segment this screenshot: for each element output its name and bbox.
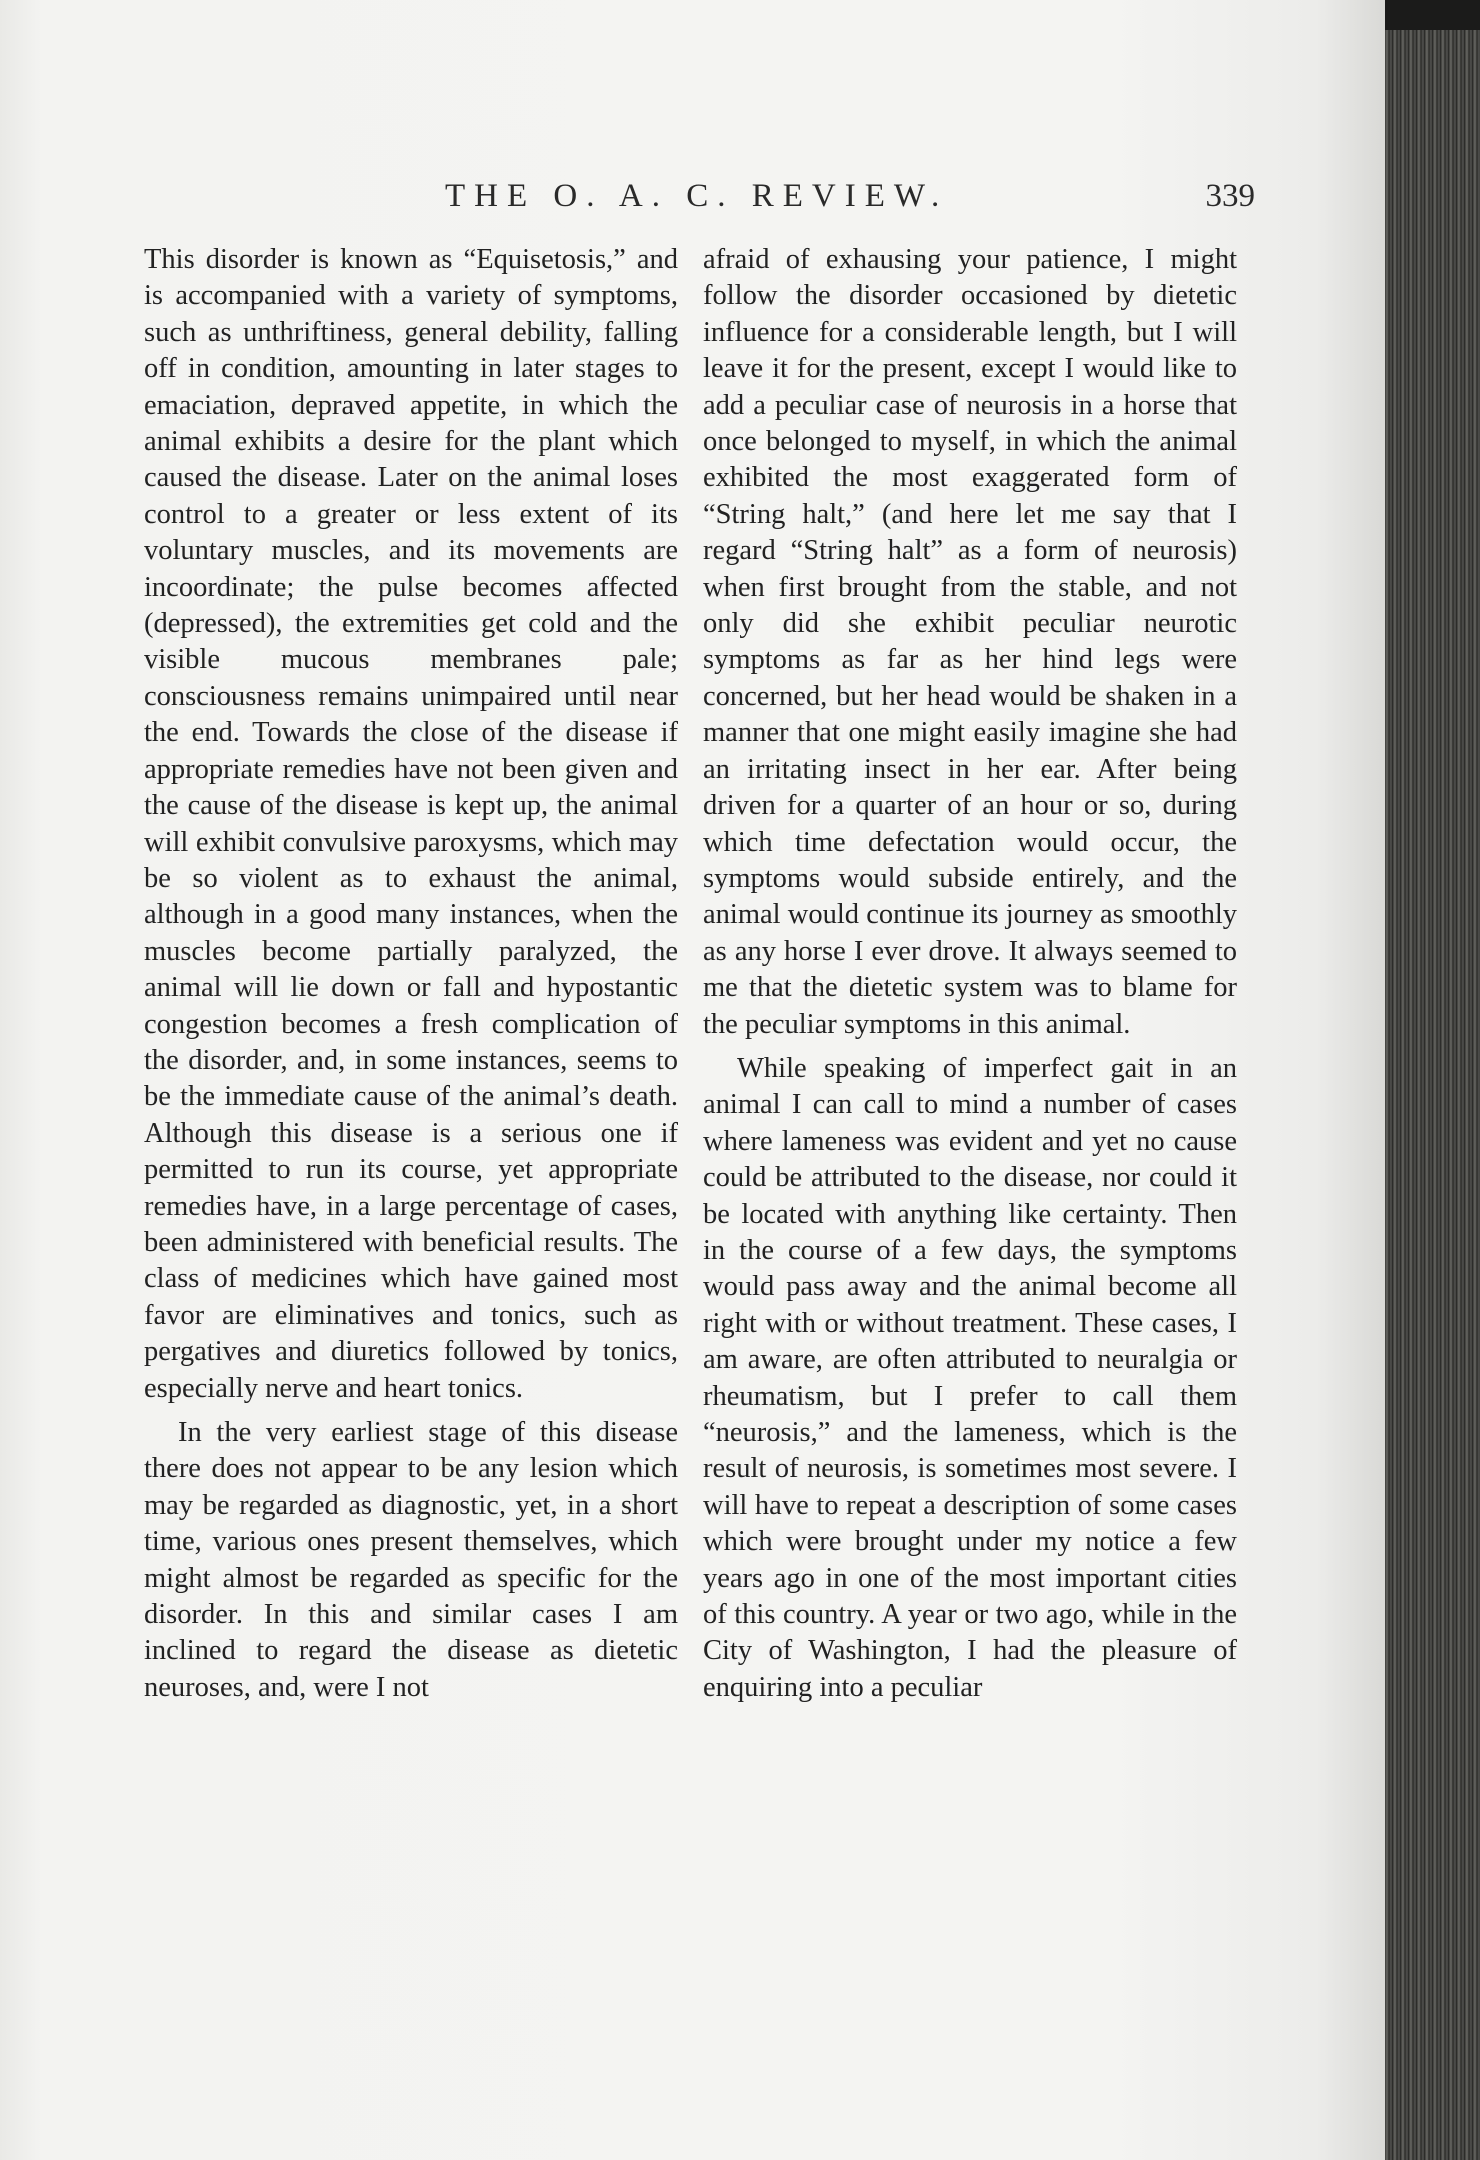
book-edge-top xyxy=(1385,0,1480,30)
left-column xyxy=(144,242,678,1706)
book-page-edges xyxy=(1385,30,1480,2160)
paragraph: afraid of exhausing your patience, I might follow the disorder occasioned by dietetic influence for a considerable length, but I will leave it for the present, except I would like to add a peculiar case of neurosis in a horse that once belonged to myself, in which the animal exhibited the most exaggerated form of “String halt,” (and here let me say that I regard “String halt” as a form of neurosis) when first brought from the stable, and not only did she exhibit peculiar neurotic symptoms as far as her hind legs were concerned, but her head would be shaken in a manner that one might easily imagine she had an irritating insect in her ear. After being driven for a quarter of an hour or so, during which time defectation would occur, the symptoms would subside entirely, and the animal would continue its journey as smoothly as any horse I ever drove. It always seemed to me that the dietetic system was to blame for the peculiar symptoms in this animal. xyxy=(703,244,1237,1040)
paragraph: In the very earliest stage of this disease there does not appear to be any lesion which may be regarded as diagnostic, yet, in a short time, various ones present themselves, which might almost be regarded as specific for the disorder. In this and similar cases I am inclined to regard the disease as dietetic neuroses, and, were I not xyxy=(144,1417,678,1703)
right-column xyxy=(703,242,1237,1706)
running-title: THE O. A. C. REVIEW. xyxy=(445,178,949,214)
page-number: 339 xyxy=(1205,178,1255,214)
paragraph: While speaking of imperfect gait in an animal I can call to mind a number of cases where lameness was evident and yet no cause could be attributed to the disease, nor could it be located with anything like certainty. Then in the course of a few days, the symptoms would pass away and the animal become all right with or without treatment. These cases, I am aware, are often attributed to neuralgia or rheumatism, but I prefer to call them “neurosis,” and the lameness, which is the result of neurosis, is sometimes most severe. I will have to repeat a description of some cases which were brought under my notice a few years ago in one of the most important cities of this country. A year or two ago, while in the City of Washington, I had the pleasure of enquiring into a peculiar xyxy=(703,1052,1237,1703)
paragraph: This disorder is known as “Equisetosis,” and is accompanied with a variety of symptoms, such as unthriftiness, general debility, falling off in condition, amounting in later stages to emaciation, depraved appetite, in which the animal exhibits a desire for the plant which caused the disease. Later on the animal loses control to a greater or less extent of its voluntary muscles, and its movements are incoordinate; the pulse becomes affected (depressed), the extremities get cold and the visible mucous membranes pale; consciousness remains unimpaired until near the end. Towards the close of the disease if appropriate remedies have not been given and the cause of the disease is kept up, the animal will exhibit convulsive paroxysms, which may be so violent as to exhaust the animal, although in a good many instances, when the muscles become partially paralyzed, the animal will lie down or fall and hypostantic congestion becomes a fresh complication of the disorder, and, in some instances, seems to be the immediate cause of the animal’s death. Although this disease is a serious one if permitted to run its course, yet appropriate remedies have, in a large percentage of cases, been administered with beneficial results. The class of medicines which have gained most favor are eliminatives and tonics, such as pergatives and diuretics followed by tonics, especially nerve and heart tonics. xyxy=(144,244,678,1404)
page-header xyxy=(120,178,1255,228)
